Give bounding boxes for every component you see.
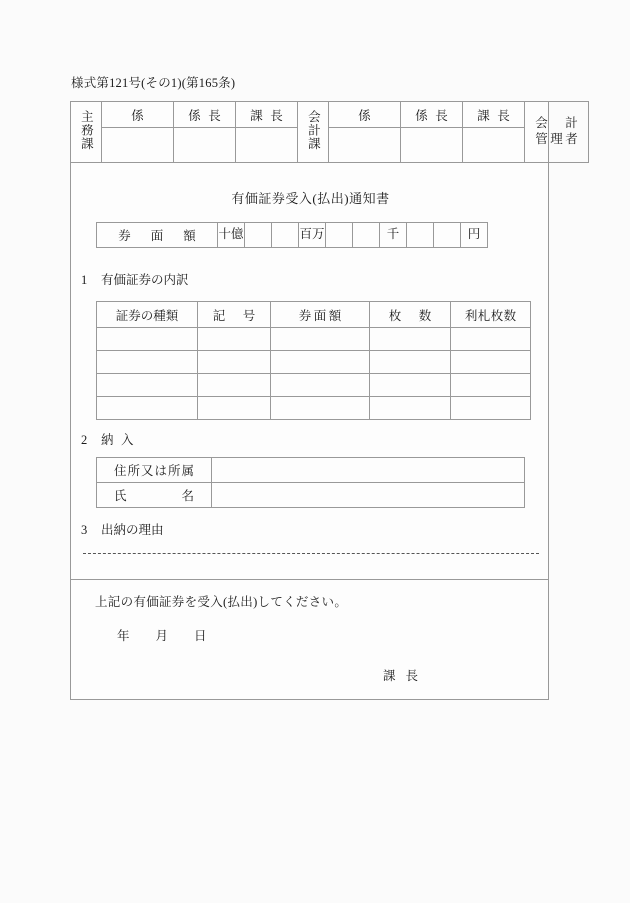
date-year-label: 年	[117, 629, 130, 643]
breakdown-r3-type[interactable]	[97, 397, 198, 420]
face-value-label-cell	[97, 223, 218, 248]
face-value-digit-8[interactable]	[434, 223, 461, 248]
breakdown-r3-coupon[interactable]	[451, 397, 531, 420]
seal-stamp-left-chief[interactable]	[174, 128, 236, 163]
seal-header-left-clerk-label: 係	[131, 108, 144, 123]
table-row	[97, 374, 531, 397]
face-value-digit-7[interactable]	[407, 223, 434, 248]
date-day-label: 日	[194, 629, 207, 643]
section1-label: 有価証券の内訳	[101, 273, 189, 287]
breakdown-col-mark-label: 記号	[212, 308, 256, 323]
face-value-digit-3[interactable]: 百万	[299, 223, 326, 248]
table-row	[97, 351, 531, 374]
breakdown-r2-mark[interactable]	[198, 374, 271, 397]
section2-label: 納入	[101, 433, 134, 447]
section2-number: 2	[81, 433, 88, 447]
accounting-division-label: 会計課	[306, 109, 321, 151]
breakdown-r1-type[interactable]	[97, 351, 198, 374]
breakdown-col-face	[271, 302, 370, 328]
breakdown-col-count	[370, 302, 451, 328]
face-value-digit-4[interactable]	[326, 223, 353, 248]
breakdown-r2-coupon[interactable]	[451, 374, 531, 397]
face-value-row	[97, 223, 488, 248]
breakdown-col-mark	[198, 302, 271, 328]
face-value-label: 券面額	[118, 229, 196, 243]
closing-statement: 上記の有価証券を受入(払出)してください。	[95, 595, 348, 609]
seal-stamp-left-manager[interactable]	[236, 128, 298, 163]
breakdown-r0-count[interactable]	[370, 328, 451, 351]
payer-name-row	[97, 483, 525, 508]
breakdown-col-count-label: 枚数	[388, 308, 432, 323]
seal-header-right-manager-label: 課長	[477, 108, 510, 123]
accounting-manager-line1: 会計	[535, 116, 578, 131]
breakdown-r2-face[interactable]	[271, 374, 370, 397]
breakdown-col-coupon	[451, 302, 531, 328]
closing-separator	[70, 579, 549, 580]
breakdown-r0-type[interactable]	[97, 328, 198, 351]
seal-header-row	[71, 102, 589, 128]
face-value-digit-2[interactable]	[272, 223, 299, 248]
breakdown-r1-mark[interactable]	[198, 351, 271, 374]
payer-address-row	[97, 458, 525, 483]
date-line[interactable]	[117, 626, 207, 644]
form-number: 様式第121号(その1)(第165条)	[71, 76, 236, 90]
approval-seal-table	[70, 101, 589, 163]
payer-name-input[interactable]	[212, 483, 525, 508]
table-row	[97, 328, 531, 351]
breakdown-header-row	[97, 302, 531, 328]
seal-stamp-right-chief[interactable]	[401, 128, 463, 163]
face-value-digit-5[interactable]	[353, 223, 380, 248]
breakdown-col-face-label: 券面額	[298, 308, 342, 323]
payer-section	[96, 457, 525, 508]
seal-stamp-row	[71, 128, 589, 163]
seal-header-right-chief	[401, 102, 463, 128]
document-title: 有価証券受入(払出)通知書	[231, 191, 390, 206]
breakdown-r2-count[interactable]	[370, 374, 451, 397]
breakdown-r1-face[interactable]	[271, 351, 370, 374]
payer-name-label-cell	[97, 483, 212, 508]
payer-address-label-cell	[97, 458, 212, 483]
section3-number: 3	[81, 523, 88, 537]
breakdown-col-type: 証券の種類	[97, 302, 198, 328]
breakdown-r3-count[interactable]	[370, 397, 451, 420]
seal-cell-main-division	[71, 102, 102, 163]
form-outer-frame	[70, 101, 578, 700]
seal-stamp-left-clerk[interactable]	[102, 128, 174, 163]
seal-header-right-clerk-label: 係	[358, 108, 371, 123]
face-value-digit-6[interactable]: 千	[380, 223, 407, 248]
face-value-digit-1[interactable]	[245, 223, 272, 248]
section3-label: 出納の理由	[101, 523, 164, 537]
table-row	[97, 397, 531, 420]
seal-header-left-chief	[174, 102, 236, 128]
seal-cell-accounting-manager	[525, 102, 589, 163]
breakdown-r3-face[interactable]	[271, 397, 370, 420]
breakdown-r0-face[interactable]	[271, 328, 370, 351]
face-value-table	[96, 222, 488, 248]
main-division-label: 主務課	[79, 109, 94, 151]
breakdown-r0-coupon[interactable]	[451, 328, 531, 351]
section1-heading	[81, 270, 189, 288]
signature-title: 課長	[383, 669, 418, 683]
seal-header-right-manager	[463, 102, 525, 128]
seal-header-left-chief-label: 係長	[188, 108, 221, 123]
breakdown-col-coupon-label: 利札枚数	[464, 308, 517, 323]
breakdown-r3-mark[interactable]	[198, 397, 271, 420]
breakdown-r2-type[interactable]	[97, 374, 198, 397]
securities-breakdown-section	[96, 301, 531, 420]
seal-header-left-manager-label: 課長	[250, 108, 283, 123]
seal-header-right-chief-label: 係長	[415, 108, 448, 123]
seal-cell-accounting-division	[298, 102, 329, 163]
breakdown-r0-mark[interactable]	[198, 328, 271, 351]
securities-breakdown-table	[96, 301, 531, 420]
payer-table	[96, 457, 525, 508]
face-value-section	[96, 222, 488, 248]
accounting-manager-label	[525, 116, 588, 147]
date-month-label: 月	[155, 629, 169, 643]
breakdown-r1-coupon[interactable]	[451, 351, 531, 374]
section3-heading	[81, 520, 164, 538]
seal-header-left-manager	[236, 102, 298, 128]
section2-heading	[81, 430, 134, 448]
seal-stamp-right-manager[interactable]	[463, 128, 525, 163]
face-value-digit-0[interactable]: 十億	[218, 223, 245, 248]
accounting-manager-line2: 管理者	[535, 132, 578, 146]
payer-address-input[interactable]	[212, 458, 525, 483]
section1-number: 1	[81, 273, 88, 287]
breakdown-r1-count[interactable]	[370, 351, 451, 374]
seal-header-right-clerk	[329, 102, 401, 128]
reason-dashed-line[interactable]	[83, 553, 539, 554]
face-value-digit-9[interactable]: 円	[461, 223, 488, 248]
seal-header-left-clerk	[102, 102, 174, 128]
seal-stamp-right-clerk[interactable]	[329, 128, 401, 163]
payer-address-label: 住所又は所属	[114, 464, 194, 478]
payer-name-label: 氏名	[114, 489, 194, 503]
signature-block	[383, 666, 418, 684]
